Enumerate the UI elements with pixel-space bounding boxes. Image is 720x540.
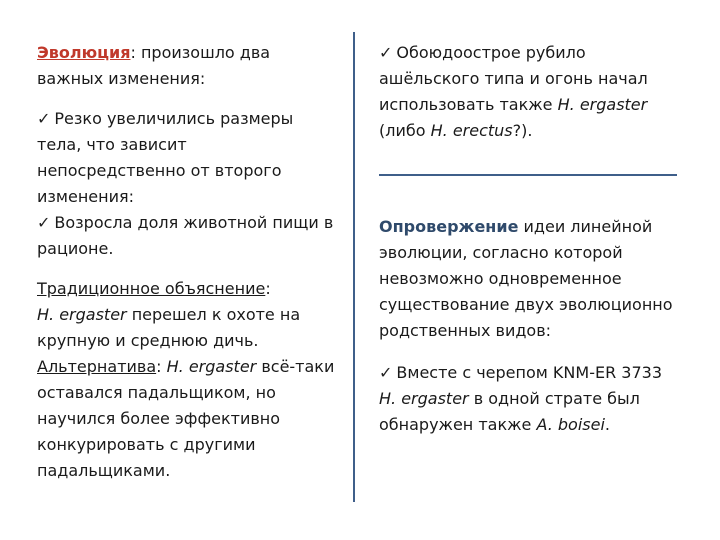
traditional-explanation (37, 276, 337, 354)
traditional-species: H. ergaster (37, 305, 127, 324)
right-bullet-1-mid: (либо (379, 121, 431, 140)
alternative-colon: : (156, 357, 167, 376)
right-bullet-2-end: . (604, 415, 611, 434)
alternative-text: всё-таки оставался падальщиком, но научился более эффективно конкурировать с другими падальщиками. (37, 357, 335, 480)
evolution-intro (37, 40, 337, 92)
right-bullet-1-end: ?). (512, 121, 533, 140)
right-bullet-1-species-1: H. ergaster (557, 95, 648, 114)
right-bullet-1-species-2: H. erectus (430, 121, 513, 140)
refutation-text: идеи линейной эволюции, согласно которой невозможно одновременное существование двух эволюционно родственных видов: (379, 217, 673, 340)
evolution-intro-text: : произошло два важных изменения: (37, 43, 271, 88)
evolution-term: Эволюция (37, 43, 131, 62)
left-bullet-1-text: Резко увеличились размеры тела, что зависит непосредственно от второго изменения: (37, 109, 294, 206)
right-bullet-2-text: Вместе с черепом KNM-ER 3733 (396, 363, 662, 382)
checkmark-icon: ✓ (37, 109, 51, 128)
right-bullet-2-species-1: H. ergaster (379, 389, 469, 408)
right-bullet-2-mid: в одной страте был обнаружен также (379, 389, 640, 434)
left-column (37, 40, 337, 484)
right-bullet-1 (379, 40, 679, 144)
checkmark-icon: ✓ (379, 43, 393, 62)
traditional-colon: : (265, 279, 271, 298)
left-bullet-2 (37, 210, 337, 262)
left-bullet-1 (37, 106, 337, 210)
right-column (379, 40, 679, 438)
refutation (379, 214, 679, 344)
refutation-term: Опровержение (379, 217, 519, 236)
traditional-term: Традиционное объяснение (37, 279, 266, 298)
alternative-explanation (37, 354, 337, 484)
right-bullet-2-species-2: A. boisei (536, 415, 605, 434)
vertical-divider (353, 32, 355, 502)
traditional-text: перешел к охоте на крупную и среднюю дичь. (37, 305, 301, 350)
right-bullet-2 (379, 360, 679, 438)
right-bullet-1-text: Обоюдоострое рубило ашёльского типа и огонь начал использовать также (379, 43, 648, 114)
alternative-term: Альтернатива (37, 357, 157, 376)
left-bullet-2-text: Возросла доля животной пищи в рационе. (37, 213, 334, 258)
checkmark-icon: ✓ (37, 213, 51, 232)
alternative-species: H. ergaster (166, 357, 257, 376)
checkmark-icon: ✓ (379, 363, 393, 382)
